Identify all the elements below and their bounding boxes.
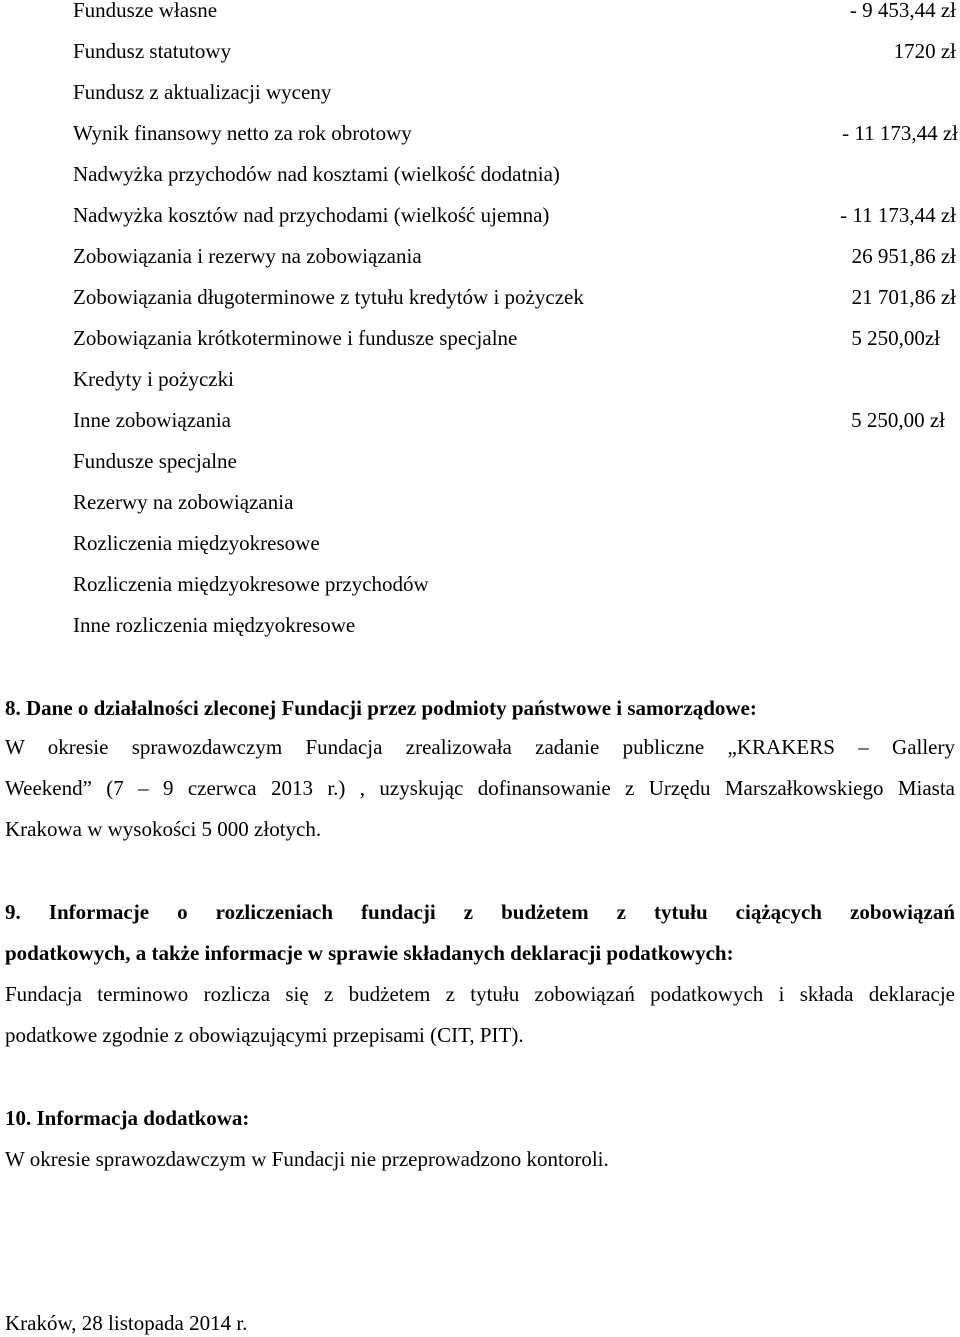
row-label: Wynik finansowy netto za rok obrotowy: [73, 121, 412, 145]
table-row: [73, 123, 958, 164]
row-value: - 11 173,44 zł: [840, 203, 956, 227]
section-9: [5, 902, 955, 1066]
section-9-line: podatkowe zgodnie z obowiązującymi przepisami (CIT, PIT).: [5, 1023, 524, 1047]
section-9-heading-line: 9. Informacje o rozliczeniach fundacji z budżetem z tytułu ciążących zobowiązań: [5, 900, 955, 924]
section-10-heading: 10. Informacja dodatkowa:: [5, 1106, 250, 1130]
section-9-line: Fundacja terminowo rozlicza się z budżetem z tytułu zobowiązań podatkowych i składa deklaracje: [5, 982, 955, 1006]
row-label: Fundusz statutowy: [73, 39, 232, 63]
table-row: [73, 246, 958, 287]
row-label: Nadwyżka przychodów nad kosztami (wielkość dodatnia): [73, 162, 560, 186]
table-row: [73, 492, 958, 533]
section-8-heading: 8. Dane o działalności zleconej Fundacji przez podmioty państwowe i samorządowe:: [5, 696, 757, 720]
row-value: - 9 453,44 zł: [849, 0, 956, 22]
row-label: Rozliczenia międzyokresowe przychodów: [73, 572, 429, 596]
section-8-line: Krakowa w wysokości 5 000 złotych.: [5, 817, 322, 841]
row-label: Fundusze specjalne: [73, 449, 237, 473]
row-label: Inne rozliczenia międzyokresowe: [73, 613, 356, 637]
row-value: 21 701,86 zł: [851, 285, 956, 309]
row-label: Fundusz z aktualizacji wyceny: [73, 80, 332, 104]
table-row: [73, 0, 958, 41]
table-row: [73, 410, 958, 451]
section-9-body: [5, 984, 955, 1066]
row-label: Zobowiązania krótkoterminowe i fundusze specjalne: [73, 326, 518, 350]
row-label: Rozliczenia międzyokresowe: [73, 531, 320, 555]
row-label: Inne zobowiązania: [73, 408, 232, 432]
table-row: [73, 533, 958, 574]
table-row: [73, 451, 958, 492]
footer: [5, 1313, 955, 1333]
row-label: Kredyty i pożyczki: [73, 367, 234, 391]
row-value: 5 250,00 zł: [851, 408, 945, 432]
table-row: [73, 615, 958, 656]
section-9-heading: [5, 902, 955, 984]
section-8: [5, 698, 955, 860]
table-row: [73, 205, 958, 246]
table-row: [73, 369, 958, 410]
row-label: Rezerwy na zobowiązania: [73, 490, 294, 514]
section-10-text: W okresie sprawozdawczym w Fundacji nie przeprowadzono kontoroli.: [5, 1147, 609, 1171]
section-8-line: W okresie sprawozdawczym Fundacja zrealizowała zadanie publiczne „KRAKERS – Gallery: [5, 735, 955, 759]
balance-table: [73, 0, 958, 656]
row-value: - 11 173,44 zł: [842, 121, 958, 145]
table-row: [73, 328, 958, 369]
table-row: [73, 574, 958, 615]
table-row: [73, 287, 958, 328]
section-10: [5, 1108, 955, 1169]
table-row: [73, 164, 958, 205]
section-8-body: [5, 737, 955, 860]
row-label: Fundusze własne: [73, 0, 218, 22]
table-row: [73, 41, 958, 82]
table-row: [73, 82, 958, 123]
section-8-line: Weekend” (7 – 9 czerwca 2013 r.) , uzyskując dofinansowanie z Urzędu Marszałkowskiego Miasta: [5, 776, 955, 800]
row-label: Zobowiązania i rezerwy na zobowiązania: [73, 244, 422, 268]
row-value: 5 250,00zł: [851, 326, 940, 350]
place-date: Kraków, 28 listopada 2014 r.: [5, 1311, 248, 1335]
row-value: 1720 zł: [893, 39, 956, 63]
row-value: 26 951,86 zł: [851, 244, 956, 268]
section-9-heading-line: podatkowych, a także informacje w sprawie składanych deklaracji podatkowych:: [5, 941, 734, 965]
row-label: Zobowiązania długoterminowe z tytułu kredytów i pożyczek: [73, 285, 584, 309]
row-label: Nadwyżka kosztów nad przychodami (wielkość ujemna): [73, 203, 550, 227]
